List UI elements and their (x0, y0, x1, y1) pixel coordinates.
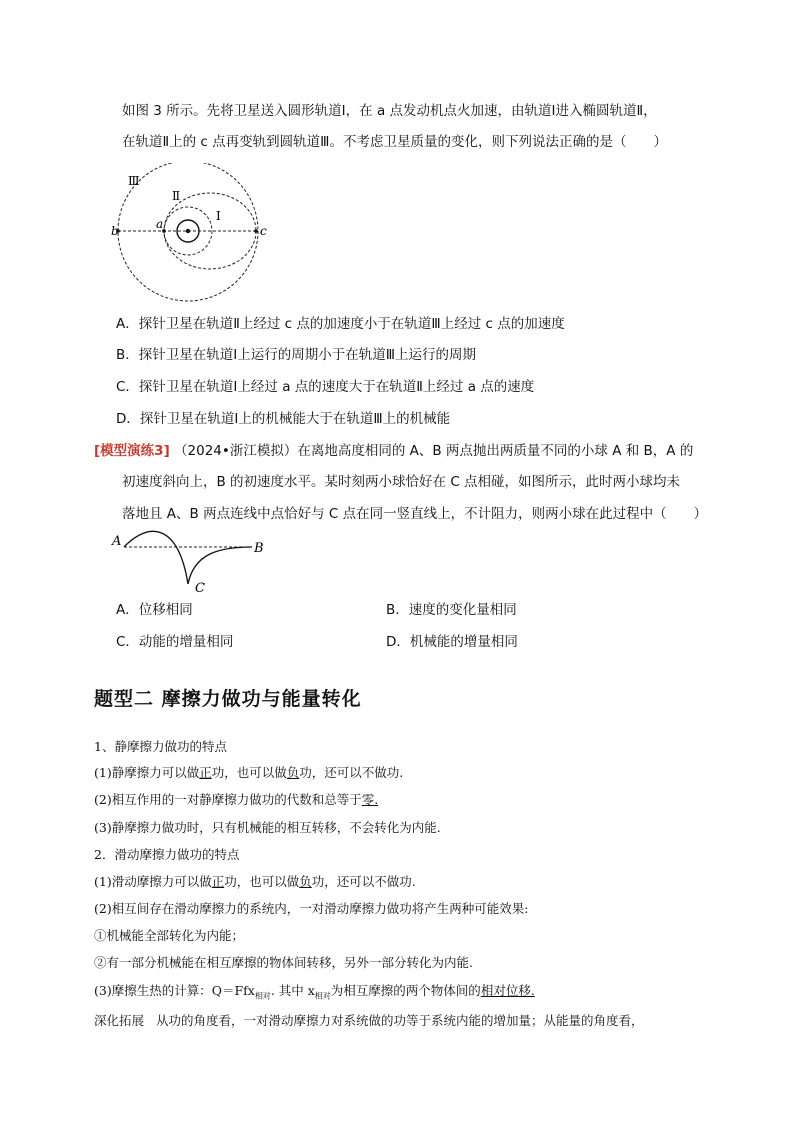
orbit-figure (100, 163, 280, 303)
label-c: c (260, 224, 267, 238)
q2-option-c[interactable]: C．动能的增量相同 (116, 634, 234, 650)
s2-item2: (2)相互间存在滑动摩擦力的系统内，一对滑动摩擦力做功将产生两种可能效果: (94, 901, 529, 916)
q1-line2: 在轨道Ⅱ上的 c 点再变轨到圆轨道Ⅲ。不考虑卫星质量的变化，则下列说法正确的是（ ） (122, 134, 667, 150)
q2-tag: [模型演练3] (94, 443, 170, 459)
q2-option-b[interactable]: B．速度的变化量相同 (386, 602, 517, 618)
ext-label: 深化拓展 (94, 1013, 145, 1028)
q1-line1: 如图 3 所示。先将卫星送入圆形轨道Ⅰ，在 a 点发动机点火加速，由轨道Ⅰ进入椭圆轨道Ⅱ， (122, 103, 657, 119)
label-B: B (254, 541, 264, 556)
s2-item2-2: ②有一部分机械能在相互摩擦的物体间转移，另外一部分转化为内能. (94, 955, 473, 970)
s2-item1: (1)滑动摩擦力可以做正功，也可以做负功，还可以不做功. (94, 874, 416, 889)
q1-option-c[interactable]: C．探针卫星在轨道Ⅰ上经过 a 点的速度大于在轨道Ⅱ上经过 a 点的速度 (116, 379, 535, 395)
s1-item2: (2)相互作用的一对静摩擦力做功的代数和总等于零. (94, 792, 379, 807)
section-title: 题型二 摩擦力做功与能量转化 (94, 688, 362, 710)
ext-text: 从功的角度看，一对滑动摩擦力对系统做的功等于系统内能的增加量；从能量的角度看， (155, 1013, 644, 1028)
q2-option-a[interactable]: A．位移相同 (116, 602, 193, 618)
s2-heading: 2．滑动摩擦力做功的特点 (94, 847, 240, 862)
deep-extension (94, 1011, 643, 1029)
label-a: a (156, 217, 164, 231)
q2-option-d[interactable]: D．机械能的增量相同 (386, 634, 518, 650)
label-i: Ⅰ (216, 209, 221, 223)
label-C: C (195, 581, 205, 596)
q2-line3: 落地且 A、B 两点连线中点恰好与 C 点在同一竖直线上，不计阻力，则两小球在此过程中（ ） (122, 506, 708, 522)
label-ii: Ⅱ (172, 189, 181, 203)
label-b: b (111, 224, 119, 238)
q1-option-d[interactable]: D．探针卫星在轨道Ⅰ上的机械能大于在轨道Ⅲ上的机械能 (116, 411, 451, 427)
s1-heading: 1、静摩擦力做功的特点 (94, 739, 227, 754)
s1-item3: (3)静摩擦力做功时，只有机械能的相互转移，不会转化为内能. (94, 820, 441, 835)
q2-line1-row (94, 442, 693, 460)
path-b (188, 547, 252, 584)
q2-line1: （2024•浙江模拟）在离地高度相同的 A、B 两点抛出两质量不同的小球 A 和 B，A 的 (174, 443, 694, 459)
q1-option-b[interactable]: B．探针卫星在轨道Ⅰ上运行的周期小于在轨道Ⅲ上运行的周期 (116, 347, 477, 363)
s2-item2-1: ①机械能全部转化为内能； (94, 928, 245, 943)
q1-option-a[interactable]: A．探针卫星在轨道Ⅱ上经过 c 点的加速度小于在轨道Ⅲ上经过 c 点的加速度 (116, 316, 565, 332)
label-iii: Ⅲ (128, 174, 140, 188)
s2-item3: (3)摩擦生热的计算：Q＝Ffx$_{相对}$. 其中 $x_{相对}$为相互摩擦的两个物体间的相对位移. (94, 983, 535, 1001)
label-A: A (112, 534, 122, 549)
q2-line2: 初速度斜向上，B 的初速度水平。某时刻两小球恰好在 C 点相碰，如图所示，此时两小球均未 (122, 474, 681, 490)
path-a (124, 531, 188, 584)
projectile-figure (108, 528, 268, 598)
s1-item1: (1)静摩擦力可以做正功，也可以做负功，还可以不做功. (94, 765, 404, 780)
